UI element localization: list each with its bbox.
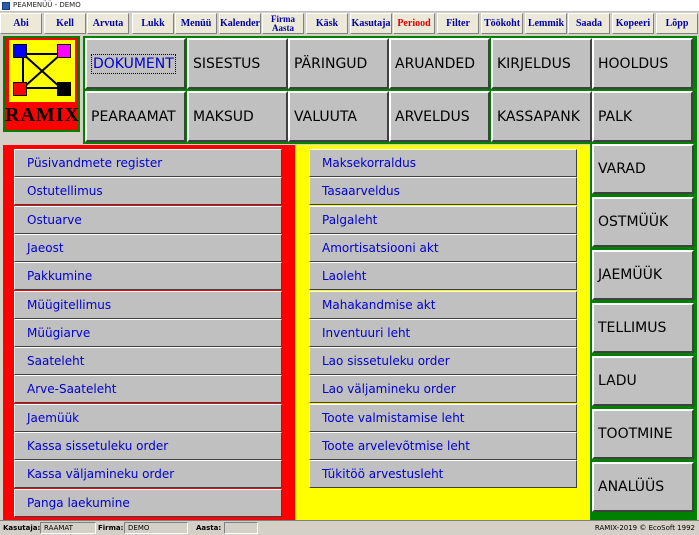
- menu-lemmik[interactable]: Lemmik: [525, 13, 567, 34]
- menu-filter[interactable]: Filter: [437, 13, 479, 34]
- module-valuuta[interactable]: [288, 91, 389, 142]
- module-label: PÄRINGUD: [294, 55, 368, 72]
- doc-item[interactable]: Püsivandmete register: [14, 149, 282, 177]
- year-value: [224, 522, 258, 534]
- module-label: SISESTUS: [193, 55, 261, 72]
- module-päringud[interactable]: [288, 38, 389, 89]
- doc-item[interactable]: Lao sissetuleku order: [309, 347, 577, 375]
- menu-kasutaja[interactable]: Kasutaja: [350, 13, 392, 34]
- doc-item[interactable]: Saateleht: [14, 347, 282, 375]
- doc-item[interactable]: Lao väljamineku order: [309, 375, 577, 403]
- module-label: PEARAAMAT: [91, 108, 176, 125]
- module-kirjeldus[interactable]: [491, 38, 592, 89]
- menu-töökoht[interactable]: Töökoht: [481, 13, 523, 34]
- doc-item[interactable]: Maksekorraldus: [309, 149, 577, 177]
- module-label: MAKSUD: [193, 108, 254, 125]
- menu-kalender[interactable]: Kalender: [219, 13, 261, 34]
- module-maksud[interactable]: [187, 91, 288, 142]
- module-varad[interactable]: VARAD: [592, 144, 694, 194]
- module-jaemüük[interactable]: JAEMÜÜK: [592, 250, 694, 300]
- doc-item[interactable]: Pakkumine: [14, 262, 282, 290]
- doc-item[interactable]: Kassa väljamineku order: [14, 460, 282, 488]
- doc-item[interactable]: Jaemüük: [14, 404, 282, 432]
- menu-periood[interactable]: Periood: [393, 13, 435, 34]
- doc-item[interactable]: Müügitellimus: [14, 291, 282, 319]
- doc-item[interactable]: Laoleht: [309, 262, 577, 290]
- module-label: ARVELDUS: [395, 108, 470, 125]
- doc-item[interactable]: Kassa sissetuleku order: [14, 432, 282, 460]
- module-arveldus[interactable]: [389, 91, 490, 142]
- doc-item[interactable]: Ostutellimus: [14, 177, 282, 205]
- firm-label: Firma:: [98, 524, 124, 532]
- user-label: Kasutaja:: [3, 524, 41, 532]
- doc-item[interactable]: Tasaarveldus: [309, 177, 577, 205]
- status-bar: [0, 520, 699, 535]
- year-label: Aasta:: [196, 524, 222, 532]
- module-palk[interactable]: [592, 91, 693, 142]
- menu-firma-aasta[interactable]: Firma Aasta: [262, 13, 304, 34]
- documents-left-panel: [3, 145, 295, 520]
- module-hooldus[interactable]: [592, 38, 693, 89]
- menu-abi[interactable]: Abi: [0, 13, 42, 34]
- menu-kell[interactable]: Kell: [44, 13, 86, 34]
- window-title: PEAMENÜÜ - DEMO: [13, 1, 81, 9]
- module-ostmüük[interactable]: OSTMÜÜK: [592, 197, 694, 247]
- module-tellimus[interactable]: TELLIMUS: [592, 303, 694, 353]
- menu-bar: [0, 12, 699, 35]
- user-value: RAAMAT: [40, 522, 96, 534]
- doc-item[interactable]: Amortisatsiooni akt: [309, 234, 577, 262]
- logo-red-square: [13, 82, 27, 96]
- doc-item[interactable]: Jaeost: [14, 234, 282, 262]
- firm-value: DEMO: [124, 522, 188, 534]
- doc-item[interactable]: Tükitöö arvestusleht: [309, 460, 577, 488]
- menu-lukk[interactable]: Lukk: [132, 13, 174, 34]
- doc-item[interactable]: Palgaleht: [309, 206, 577, 234]
- menu-kopeeri[interactable]: Kopeeri: [612, 13, 654, 34]
- doc-item[interactable]: Toote valmistamise leht: [309, 404, 577, 432]
- module-label: HOOLDUS: [598, 55, 669, 72]
- module-analüüs[interactable]: ANALÜÜS: [592, 462, 694, 512]
- module-label: KIRJELDUS: [497, 55, 571, 72]
- module-grid: [83, 36, 697, 144]
- doc-item[interactable]: Panga laekumine: [14, 489, 282, 517]
- logo-magenta-square: [57, 44, 71, 58]
- app-icon: [2, 2, 10, 10]
- module-pearaamat[interactable]: [85, 91, 186, 142]
- doc-item[interactable]: Inventuuri leht: [309, 319, 577, 347]
- module-label: ARUANDED: [395, 55, 476, 72]
- documents-right-panel: [296, 145, 590, 520]
- menu-arvuta[interactable]: Arvuta: [87, 13, 129, 34]
- logo-blue-square: [13, 44, 27, 58]
- logo-black-square: [57, 82, 71, 96]
- module-label: DOKUMENT: [93, 55, 174, 72]
- doc-item[interactable]: Arve-Saateleht: [14, 375, 282, 403]
- ramix-logo: [3, 36, 80, 132]
- module-label: KASSAPANK: [497, 108, 580, 125]
- module-kassapank[interactable]: [491, 91, 592, 142]
- doc-item[interactable]: Ostuarve: [14, 206, 282, 234]
- module-aruanded[interactable]: [389, 38, 490, 89]
- logo-art: [9, 40, 75, 102]
- menu-menüü[interactable]: Menüü: [175, 13, 217, 34]
- menu-saada[interactable]: Saada: [568, 13, 610, 34]
- doc-item[interactable]: Toote arvelevõtmise leht: [309, 432, 577, 460]
- module-label: VALUUTA: [294, 108, 357, 125]
- doc-item[interactable]: Mahakandmise akt: [309, 291, 577, 319]
- copyright-text: RAMIX-2019 © EcoSoft 1992: [594, 524, 695, 532]
- module-tootmine[interactable]: TOOTMINE: [592, 409, 694, 459]
- module-label: PALK: [598, 108, 633, 125]
- doc-item[interactable]: Müügiarve: [14, 319, 282, 347]
- module-dokument[interactable]: [85, 38, 186, 89]
- logo-brand-text: RAMIX: [5, 104, 80, 126]
- title-bar: [0, 0, 699, 12]
- menu-käsk[interactable]: Käsk: [306, 13, 348, 34]
- module-sisestus[interactable]: [187, 38, 288, 89]
- menu-lõpp[interactable]: Lõpp: [656, 13, 698, 34]
- module-ladu[interactable]: LADU: [592, 356, 694, 406]
